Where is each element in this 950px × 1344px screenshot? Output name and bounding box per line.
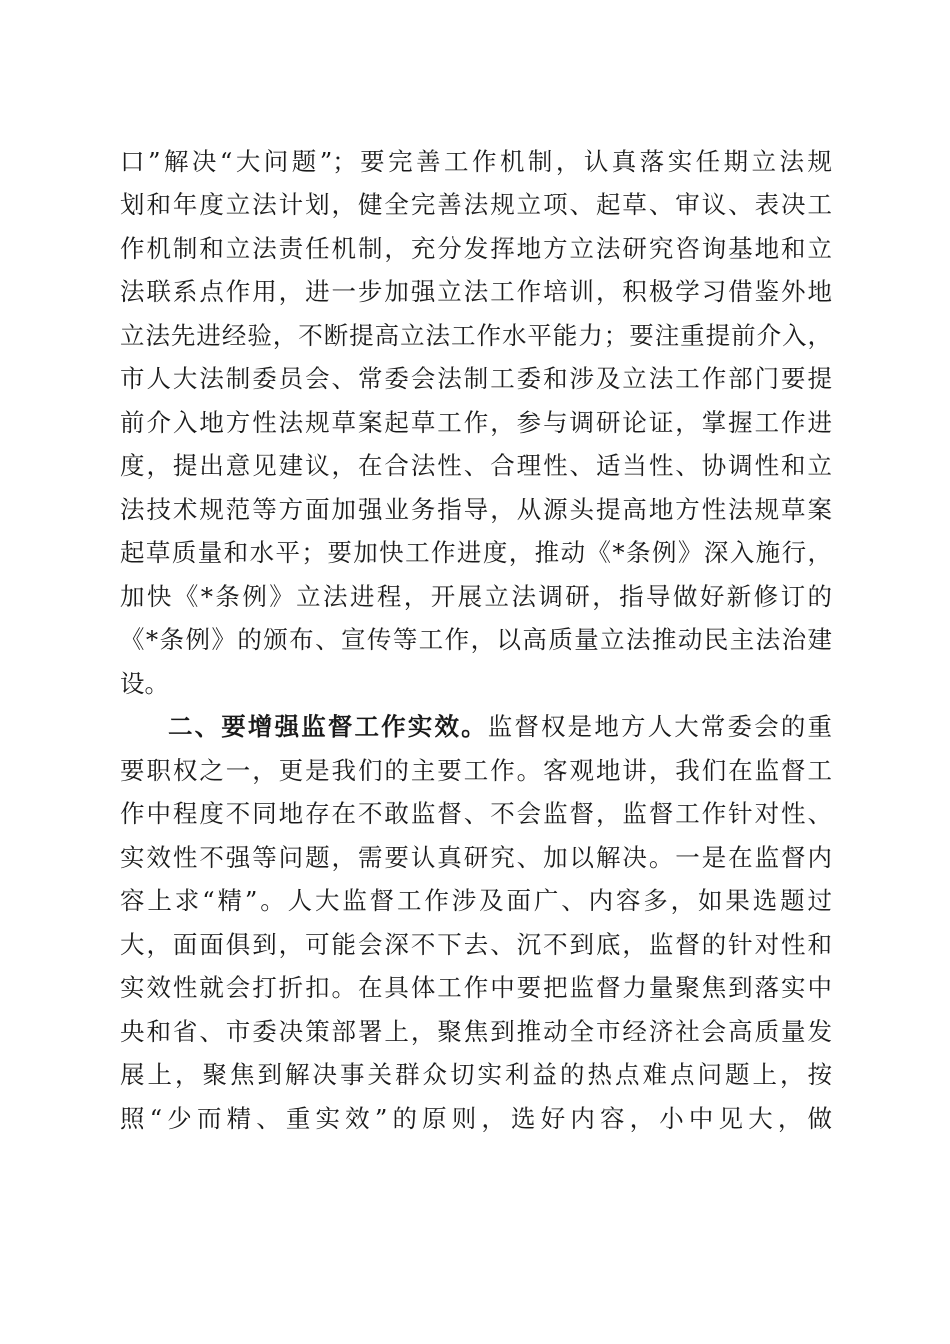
paragraph-line: 起草质量和水平；要加快工作进度，推动《*条例》深入施行， xyxy=(120,538,832,567)
paragraph-line: 展上，聚焦到解决事关群众切实利益的热点难点问题上，按 xyxy=(120,1060,832,1089)
paragraph-line: 容上求“精”。人大监督工作涉及面广、内容多，如果选题过 xyxy=(120,886,832,915)
paragraph-line: 加快《*条例》立法进程，开展立法调研，指导做好新修订的 xyxy=(120,582,832,611)
paragraph-line: 作机制和立法责任机制，充分发挥地方立法研究咨询基地和立 xyxy=(120,234,832,263)
paragraph-line: 设。 xyxy=(120,669,169,698)
paragraph-line: 口”解决“大问题”；要完善工作机制，认真落实任期立法规 xyxy=(120,147,832,176)
paragraph-line: 要职权之一，更是我们的主要工作。客观地讲，我们在监督工 xyxy=(120,756,832,785)
section-heading-line xyxy=(168,707,832,747)
paragraph-line: 照“少而精、重实效”的原则，选好内容，小中见大，做 xyxy=(120,1104,832,1133)
paragraph-line: 实效性不强等问题，需要认真研究、加以解决。一是在监督内 xyxy=(120,843,832,872)
paragraph-line: 央和省、市委决策部署上，聚焦到推动全市经济社会高质量发 xyxy=(120,1017,832,1046)
paragraph-line: 市人大法制委员会、常委会法制工委和涉及立法工作部门要提 xyxy=(120,364,832,393)
section-heading: 二、要增强监督工作实效。 xyxy=(168,712,488,741)
paragraph-line: 法联系点作用，进一步加强立法工作培训，积极学习借鉴外地 xyxy=(120,277,832,306)
paragraph-line: 划和年度立法计划，健全完善法规立项、起草、审议、表决工 xyxy=(120,190,832,219)
paragraph-line: 前介入地方性法规草案起草工作，参与调研论证，掌握工作进 xyxy=(120,408,832,437)
paragraph-line: 法技术规范等方面加强业务指导，从源头提高地方性法规草案 xyxy=(120,495,832,524)
paragraph-line: 实效性就会打折扣。在具体工作中要把监督力量聚焦到落实中 xyxy=(120,973,832,1002)
paragraph-line: 立法先进经验，不断提高立法工作水平能力；要注重提前介入， xyxy=(120,321,832,350)
paragraph-line: 作中程度不同地存在不敢监督、不会监督，监督工作针对性、 xyxy=(120,799,832,828)
paragraph-line: 大，面面俱到，可能会深不下去、沉不到底，监督的针对性和 xyxy=(120,930,832,959)
paragraph-line: 度，提出意见建议，在合法性、合理性、适当性、协调性和立 xyxy=(120,451,832,480)
paragraph-line: 《*条例》的颁布、宣传等工作，以高质量立法推动民主法治建 xyxy=(120,625,832,654)
section-heading-rest: 监督权是地方人大常委会的重 xyxy=(487,712,832,741)
